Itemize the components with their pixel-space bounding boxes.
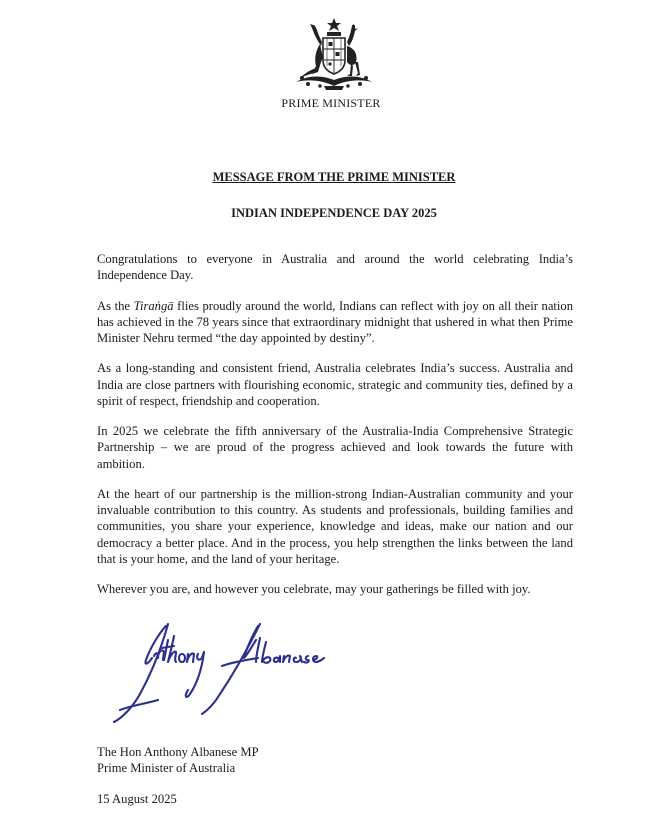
paragraph-friendship: As a long-standing and consistent friend, Australia celebrates India’s success. Australia and India are close partners with flourishing economic, strategic and community ties, defined by a spirit of respect, friendship and cooperation. <box>97 361 573 408</box>
letter-date: 15 August 2025 <box>97 792 177 806</box>
coat-of-arms-icon <box>290 16 378 92</box>
paragraph-tiranga-lead: As the <box>97 298 134 313</box>
paragraph-community: At the heart of our partnership is the million-strong Indian-Australian community and your invaluable contribution to this country. As students and professionals, building families and communities, you share your experience, knowledge and ideas, make our nation and our democracy a better place. And in the process, you help strengthen the links between the land that is your home, and the land of your heritage. <box>97 486 573 566</box>
handwritten-signature <box>110 618 360 730</box>
paragraph-congratulations: Congratulations to everyone in Australia and around the world celebrating India’s Independence Day. <box>97 252 573 283</box>
tiranga-word: Tiraṅgā <box>133 298 174 313</box>
message-body <box>97 251 573 612</box>
signatory-name: The Hon Anthony Albanese MP <box>97 745 259 759</box>
closing-block <box>97 744 259 776</box>
paragraph-wishes: Wherever you are, and however you celebrate, may your gatherings be filled with joy. <box>97 582 531 597</box>
paragraph-tiranga-rest: flies proudly around the world, Indians can reflect with joy on all their nation has achieved in the 78 years since that extraordinary midnight that ushered in what then Prime Minister Nehru termed “the day appointed by destiny”. <box>97 298 573 345</box>
message-heading: MESSAGE FROM THE PRIME MINISTER <box>212 170 456 184</box>
office-title: PRIME MINISTER <box>281 96 381 110</box>
paragraph-tiranga <box>97 298 573 347</box>
paragraph-anniversary: In 2025 we celebrate the fifth anniversary of the Australia-India Comprehensive Strategic Partnership – we are proud of the progress achieved and look towards the future with ambition. <box>97 424 573 471</box>
signatory-role: Prime Minister of Australia <box>97 761 236 776</box>
occasion-subheading: INDIAN INDEPENDENCE DAY 2025 <box>231 206 437 220</box>
